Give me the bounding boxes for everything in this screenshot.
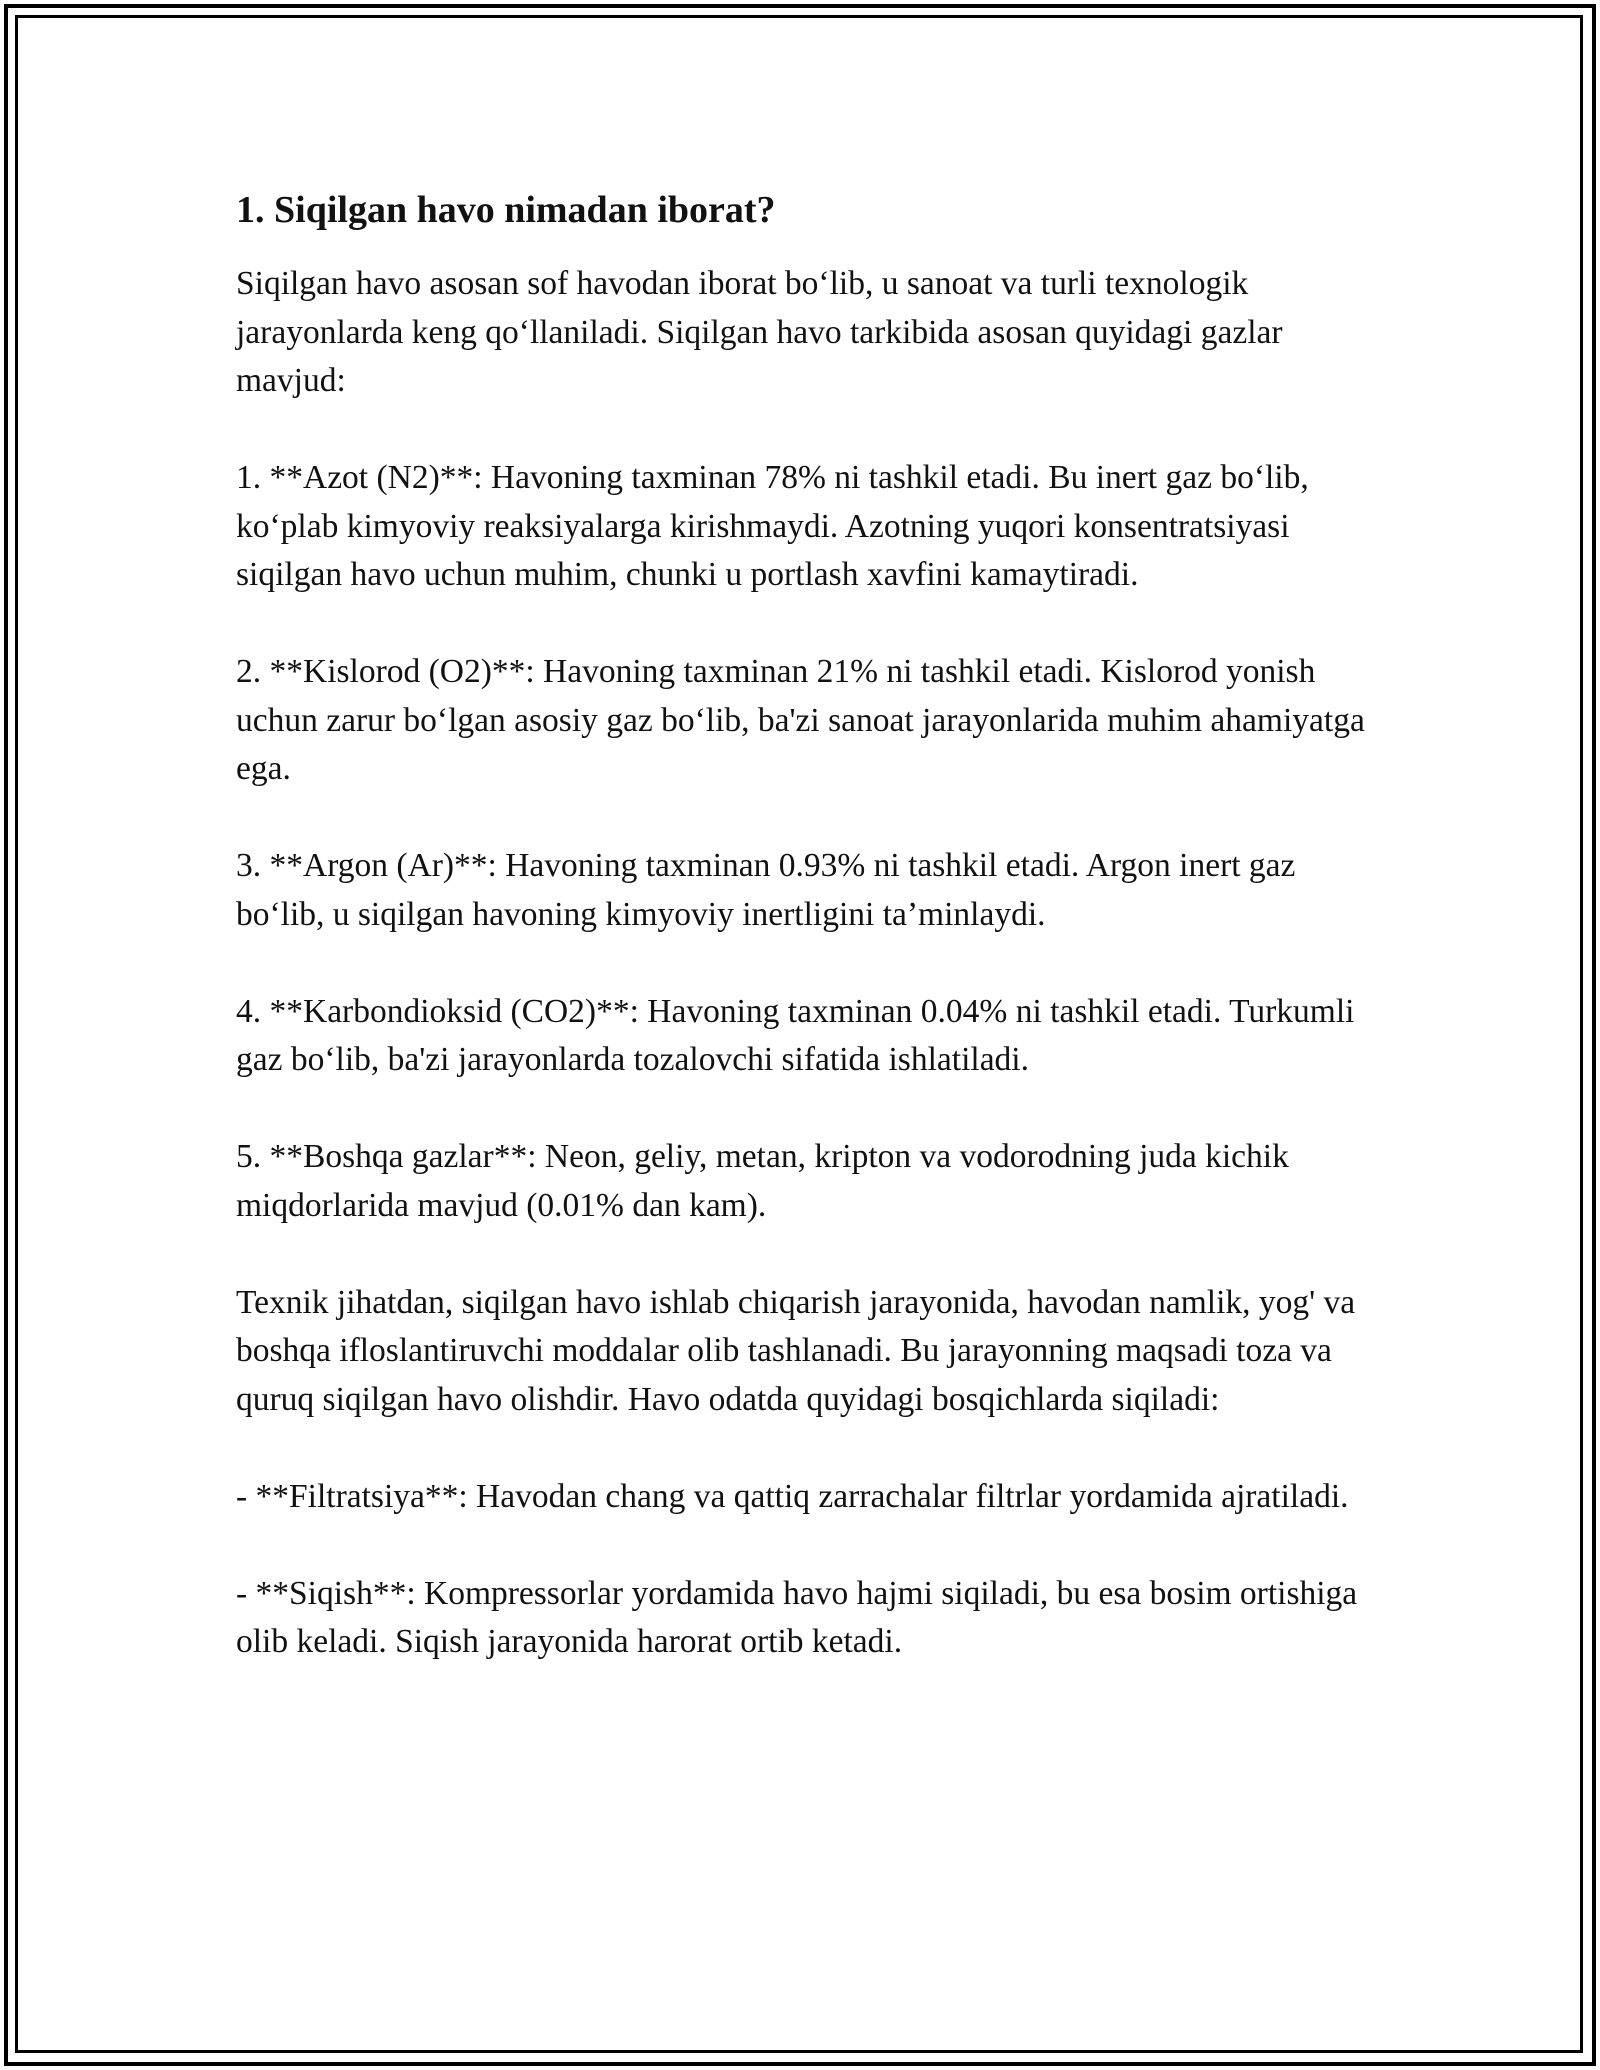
list-item-carbon-dioxide: 4. **Karbondioksid (CO2)**: Havoning taxminan 0.04% ni tashkil etadi. Turkumli gaz bo‘lib, ba'zi jarayonlarda tozalovchi sifatida ishlatiladi.	[236, 992, 1355, 1078]
step-filtration: - **Filtratsiya**: Havodan chang va qattiq zarrachalar filtrlar yordamida ajratiladi.	[236, 1477, 1349, 1515]
section-heading: 1. Siqilgan havo nimadan iborat?	[236, 189, 776, 231]
intro-paragraph: Siqilgan havo asosan sof havodan iborat bo‘lib, u sanoat va turli texnologik jarayonlarda keng qo‘llaniladi. Siqilgan havo tarkibida asosan quyidagi gazlar mavjud:	[236, 265, 1283, 399]
list-item-other-gases: 5. **Boshqa gazlar**: Neon, geliy, metan, kripton va vodorodning juda kichik miqdorlarida mavjud (0.01% dan kam).	[236, 1138, 1289, 1224]
step-compression: - **Siqish**: Kompressorlar yordamida havo hajmi siqiladi, bu esa bosim ortishiga olib keladi. Siqish jarayonida harorat ortib ketadi.	[236, 1574, 1358, 1660]
document-body	[236, 186, 1376, 1715]
list-item-oxygen: 2. **Kislorod (O2)**: Havoning taxminan 21% ni tashkil etadi. Kislorod yonish uchun zarur bo‘lgan asosiy gaz bo‘lib, ba'zi sanoat jarayonlarida muhim ahamiyatga ega.	[236, 653, 1365, 787]
list-item-nitrogen: 1. **Azot (N2)**: Havoning taxminan 78% ni tashkil etadi. Bu inert gaz bo‘lib, ko‘plab kimyoviy reaksiyalarga kirishmaydi. Azotning yuqori konsentratsiyasi siqilgan havo uchun muhim, chunki u portlash xavfini kamaytiradi.	[236, 459, 1309, 593]
process-paragraph: Texnik jihatdan, siqilgan havo ishlab chiqarish jarayonida, havodan namlik, yog' va boshqa ifloslantiruvchi moddalar olib tashlanadi. Bu jarayonning maqsadi toza va quruq siqilgan havo olishdir. Havo odatda quyidagi bosqichlarda siqiladi:	[236, 1283, 1356, 1418]
list-item-argon: 3. **Argon (Ar)**: Havoning taxminan 0.93% ni tashkil etadi. Argon inert gaz bo‘lib, u siqilgan havoning kimyoviy inertligini ta’minlaydi.	[236, 847, 1296, 933]
